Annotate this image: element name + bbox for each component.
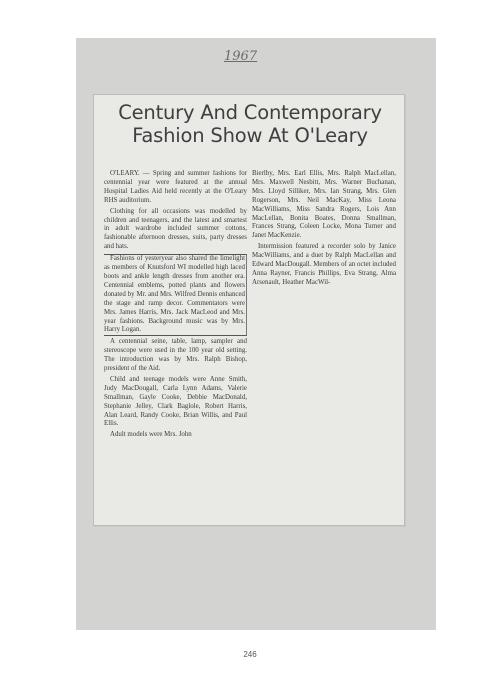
article-paragraph: Child and teenage models were Anne Smith, Judy MacDougall, Carla Lynn Adams, Valerie Smallman, Gayle Cooke, Debbie MacDonald, Stephanie Jelley, Clark Baglole, Robert Harris, Alan Leard, Randy Cooke, Brian Willis, and Paul Ellis. (104, 375, 247, 428)
page-number: 246 (243, 650, 257, 659)
handwritten-year-note: 1967 (224, 49, 258, 64)
article-column-right (252, 170, 396, 310)
article-paragraph-boxed: Fashions of yesteryear also shared the limelight as members of Knutsford WI modelled high laced boots and ankle length dresses from another era. Centennial emblems, potted plants and flowers donated by Mr. and Mrs. Wilfred Dennis enhanced the stage and ramp decor. Commentators were Mrs. James Harris, Mrs. Jack MacLeod and Mrs. year fashions. Background music was by Mrs. Harry Logan. (104, 254, 247, 336)
article-paragraph: Adult models were Mrs. John (110, 431, 192, 439)
article-headline: Century And Contemporary Fashion Show At O'Leary (118, 101, 382, 147)
article-paragraph: Bierlby, Mrs. Earl Ellis, Mrs. Ralph MacLellan, Mrs. Maxwell Nesbitt, Mrs. Warner Buchanan, Mrs. Lloyd Silliker, Mrs. Ian Strang, Mrs. Glen Rogerson, Mrs. Neil MacKay, Miss Leona MacWilliams, Miss Sandra Rogers, Lois Ann MacLellan, Bonita Boates, Donna Smallman, Frances Strang, Coleen Locke, Mona Turner and Janet MacKenzie. (252, 170, 396, 240)
article-paragraph: Clothing for all occasions was modelled by children and teenagers, and the latest and smartest in adult wardrobe included summer cottons, fashionable afternoon dresses, suits, party dresses and hats. (104, 207, 247, 251)
article-column-left (104, 170, 247, 514)
article-paragraph: Intermission featured a recorder solo by Janice MacWilliams, and a duet by Ralph MacLellan and Edward MacDougall. Members of an octet included Anna Rayner, Francis Phillips, Eva Strang, Alma Arsenault, Heather MacWil- (252, 243, 396, 286)
article-paragraph: O'LEARY. — Spring and summer fashions for centennial year were featured at the annual Hospital Ladies Aid held recently at the O'Leary RHS auditorium. (104, 170, 247, 204)
article-paragraph: A centennial seine, table, lamp, sampler and stereoscope were used in the 100 year old setting. The introduction was by Mrs. Ralph Bishop, president of the Aid. (104, 338, 247, 373)
